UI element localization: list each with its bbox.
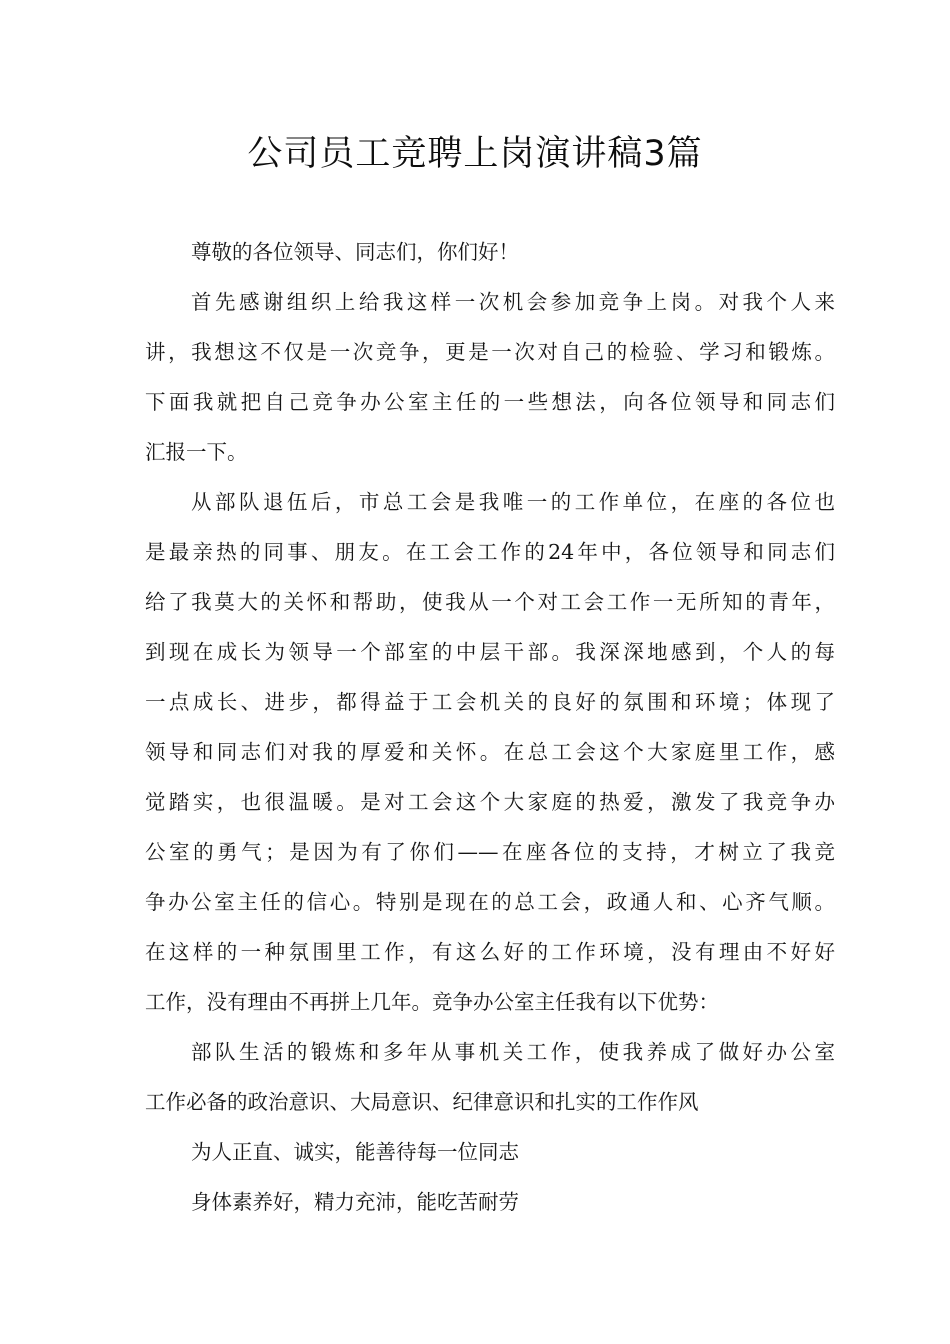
- paragraph-line: 首先感谢组织上给我这样一次机会参加竞争上岗。对我个人来: [191, 290, 835, 314]
- paragraph-line: 领导和同志们对我的厚爱和关怀。在总工会这个大家庭里工作，感: [145, 740, 835, 764]
- paragraph-line: 从部队退伍后，市总工会是我唯一的工作单位，在座的各位也: [191, 490, 835, 514]
- paragraph-line: 在这样的一种氛围里工作，有这么好的工作环境，没有理由不好好: [145, 940, 835, 964]
- paragraph-line: 身体素养好，精力充沛，能吃苦耐劳: [191, 1190, 519, 1214]
- greeting-line: 尊敬的各位领导、同志们，你们好！: [191, 240, 519, 264]
- paragraph-line: 一点成长、进步，都得益于工会机关的良好的氛围和环境；体现了: [145, 690, 835, 714]
- paragraph-line: 是最亲热的同事、朋友。在工会工作的24年中，各位领导和同志们: [145, 540, 835, 564]
- paragraph-line: 公室的勇气；是因为有了你们——在座各位的支持，才树立了我竞: [145, 840, 835, 864]
- paragraph-line: 下面我就把自己竞争办公室主任的一些想法，向各位领导和同志们: [145, 390, 835, 414]
- paragraph-line: 给了我莫大的关怀和帮助，使我从一个对工会工作一无所知的青年，: [145, 590, 835, 614]
- paragraph-line: 为人正直、诚实，能善待每一位同志: [191, 1140, 519, 1164]
- paragraph-line: 讲，我想这不仅是一次竞争，更是一次对自己的检验、学习和锻炼。: [145, 340, 835, 364]
- paragraph-line: 工作，没有理由不再拼上几年。竞争办公室主任我有以下优势：: [145, 990, 719, 1014]
- document-title: 公司员工竞聘上岗演讲稿3篇: [247, 134, 703, 174]
- paragraph-line: 部队生活的锻炼和多年从事机关工作，使我养成了做好办公室: [191, 1040, 835, 1064]
- paragraph-line: 工作必备的政治意识、大局意识、纪律意识和扎实的工作作风: [145, 1090, 699, 1114]
- paragraph-line: 汇报一下。: [145, 440, 248, 464]
- paragraph-line: 争办公室主任的信心。特别是现在的总工会，政通人和、心齐气顺。: [145, 890, 835, 914]
- paragraph-line: 到现在成长为领导一个部室的中层干部。我深深地感到，个人的每: [145, 640, 835, 664]
- paragraph-line: 觉踏实，也很温暖。是对工会这个大家庭的热爱，激发了我竞争办: [145, 790, 835, 814]
- document-body: [145, 227, 835, 1227]
